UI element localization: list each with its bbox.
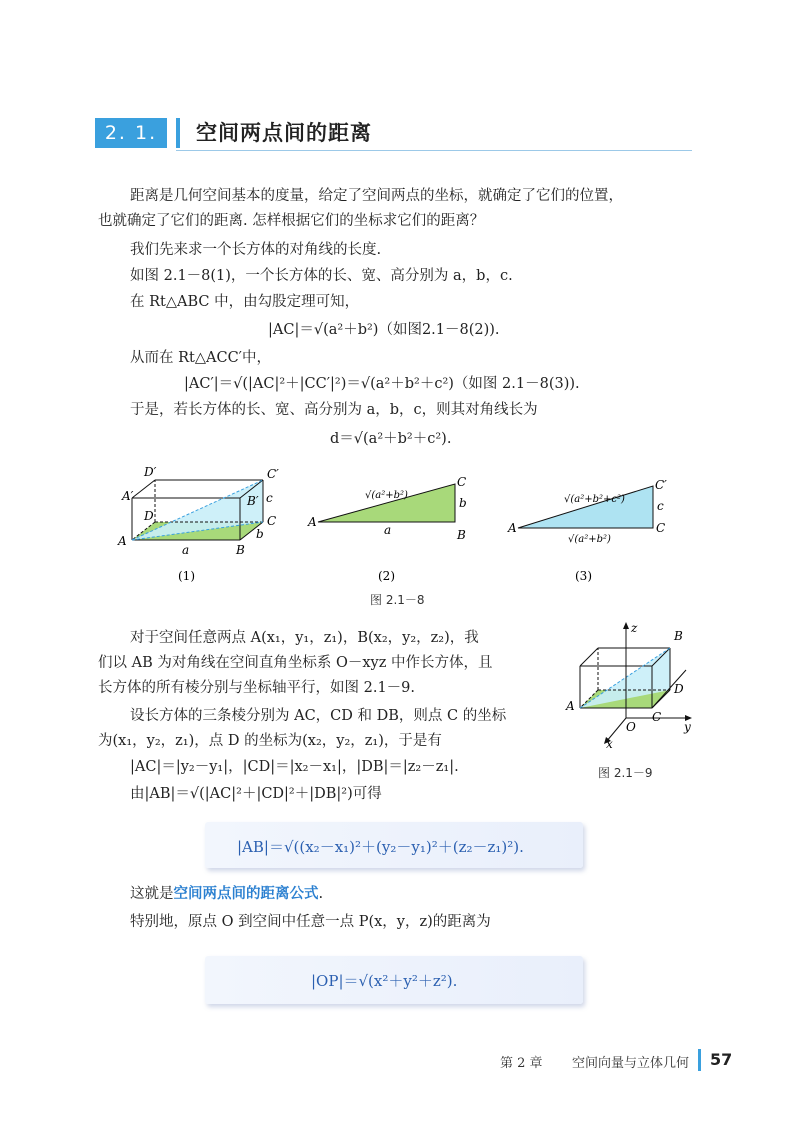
origin-distance-formula: |OP|＝√(x²＋y²＋z²). <box>311 972 458 990</box>
paragraph-line: 也就确定了它们的距离. 怎样根据它们的坐标求它们的距离？ <box>98 213 485 229</box>
section-underline <box>176 150 692 151</box>
label-sqrt-ab: √(a²+b²) <box>365 490 408 501</box>
label-z: z <box>631 621 638 635</box>
label-D: D <box>674 682 684 696</box>
text: . <box>318 886 324 902</box>
chapter-label: 第 2 章 <box>500 1056 543 1071</box>
equation: |AC|＝√(a²＋b²)（如图2.1－8(2)). <box>268 322 500 338</box>
triangle-abc <box>307 475 467 583</box>
equation: |AC′|＝√(|AC|²＋|CC′|²)＝√(a²＋b²＋c²)（如图 2.1－8(3)). <box>184 376 580 392</box>
paragraph-line: 长方体的所有棱分别与坐标轴平行，如图 2.1－9. <box>98 680 416 696</box>
label-C-prime: C′ <box>655 478 667 492</box>
label-a: a <box>384 523 392 537</box>
figure-caption: 图 2.1－9 <box>598 766 653 780</box>
label-C: C <box>652 710 662 724</box>
label-C: C <box>267 514 277 528</box>
page-number: 57 <box>710 1050 733 1069</box>
triangle-acc-prime <box>507 478 667 583</box>
paragraph-line: 对于空间任意两点 A(x₁，y₁，z₁)，B(x₂，y₂，z₂)，我 <box>130 630 479 646</box>
footer-divider <box>698 1049 701 1071</box>
label-sqrt-ab: √(a²+b²) <box>568 534 611 545</box>
section-title: 空间两点间的距离 <box>196 121 372 145</box>
formula-box <box>205 822 583 868</box>
label-sqrt-abc: √(a²+b²+c²) <box>564 494 625 505</box>
label-b: b <box>459 496 467 510</box>
label-b: b <box>256 527 264 541</box>
text: 这就是 <box>130 886 174 902</box>
paragraph-line <box>130 884 323 904</box>
paragraph-line: 如图 2.1－8(1)，一个长方体的长、宽、高分别为 a，b，c. <box>130 268 513 284</box>
figure-2-1-9 <box>562 618 702 758</box>
section-number: 2. 1. 2 <box>95 118 167 148</box>
label-A: A <box>508 521 517 535</box>
paragraph-line: 设长方体的三条棱分别为 AC，CD 和 DB，则点 C 的坐标 <box>130 708 507 724</box>
section-divider <box>176 118 180 148</box>
equation: |AC|＝|y₂－y₁|，|CD|＝|x₂－x₁|，|DB|＝|z₂－z₁|. <box>130 759 459 775</box>
label-A: A <box>566 699 575 713</box>
label-A-prime: A′ <box>122 489 134 503</box>
label-a: a <box>182 543 190 557</box>
label-A: A <box>308 515 317 529</box>
label-A: A <box>118 534 127 548</box>
distance-formula: |AB|＝√((x₂－x₁)²＋(y₂－y₁)²＋(z₂－z₁)²). <box>237 838 524 856</box>
label-y: y <box>684 720 691 734</box>
label-C-prime: C′ <box>267 467 279 481</box>
paragraph-line: 在 Rt△ABC 中，由勾股定理可知， <box>130 294 360 310</box>
equation: d＝√(a²＋b²＋c²). <box>330 431 452 447</box>
label-c: c <box>266 491 273 505</box>
figure-caption: 图 2.1－8 <box>370 593 425 607</box>
label-D-prime: D′ <box>144 465 157 479</box>
label-c: c <box>657 499 664 513</box>
chapter-title: 空间向量与立体几何 <box>572 1056 690 1071</box>
sub-caption-3: (3) <box>575 569 592 583</box>
label-C: C <box>457 475 467 489</box>
key-term: 空间两点间的距离公式 <box>173 885 319 902</box>
label-C: C <box>656 521 666 535</box>
label-x: x <box>606 737 613 751</box>
formula-box <box>205 956 583 1004</box>
box-diagram <box>117 465 279 583</box>
label-B: B <box>236 543 245 557</box>
paragraph-line: 为(x₁，y₂，z₁)，点 D 的坐标为(x₂，y₂，z₁)，于是有 <box>98 733 442 749</box>
paragraph-line: 于是，若长方体的长、宽、高分别为 a，b，c，则其对角线长为 <box>130 402 538 418</box>
figure-2-1-8 <box>110 462 700 612</box>
paragraph-line: 从而在 Rt△ACC′中， <box>130 350 271 366</box>
paragraph-line: 我们先来求一个长方体的对角线的长度. <box>130 242 382 258</box>
sub-caption-2: (2) <box>378 569 395 583</box>
sub-caption-1: (1) <box>178 569 195 583</box>
paragraph-line: 特别地，原点 O 到空间中任意一点 P(x，y，z)的距离为 <box>130 914 491 930</box>
label-B-prime: B′ <box>247 494 259 508</box>
label-B: B <box>457 528 466 542</box>
paragraph-line: 们以 AB 为对角线在空间直角坐标系 O－xyz 中作长方体，且 <box>98 655 493 671</box>
label-D: D <box>144 509 154 523</box>
label-O: O <box>626 720 636 734</box>
paragraph-line: 距离是几何空间基本的度量，给定了空间两点的坐标，就确定了它们的位置， <box>130 188 623 204</box>
label-B: B <box>674 629 683 643</box>
paragraph-line: 由|AB|＝√(|AC|²＋|CD|²＋|DB|²)可得 <box>130 786 382 802</box>
